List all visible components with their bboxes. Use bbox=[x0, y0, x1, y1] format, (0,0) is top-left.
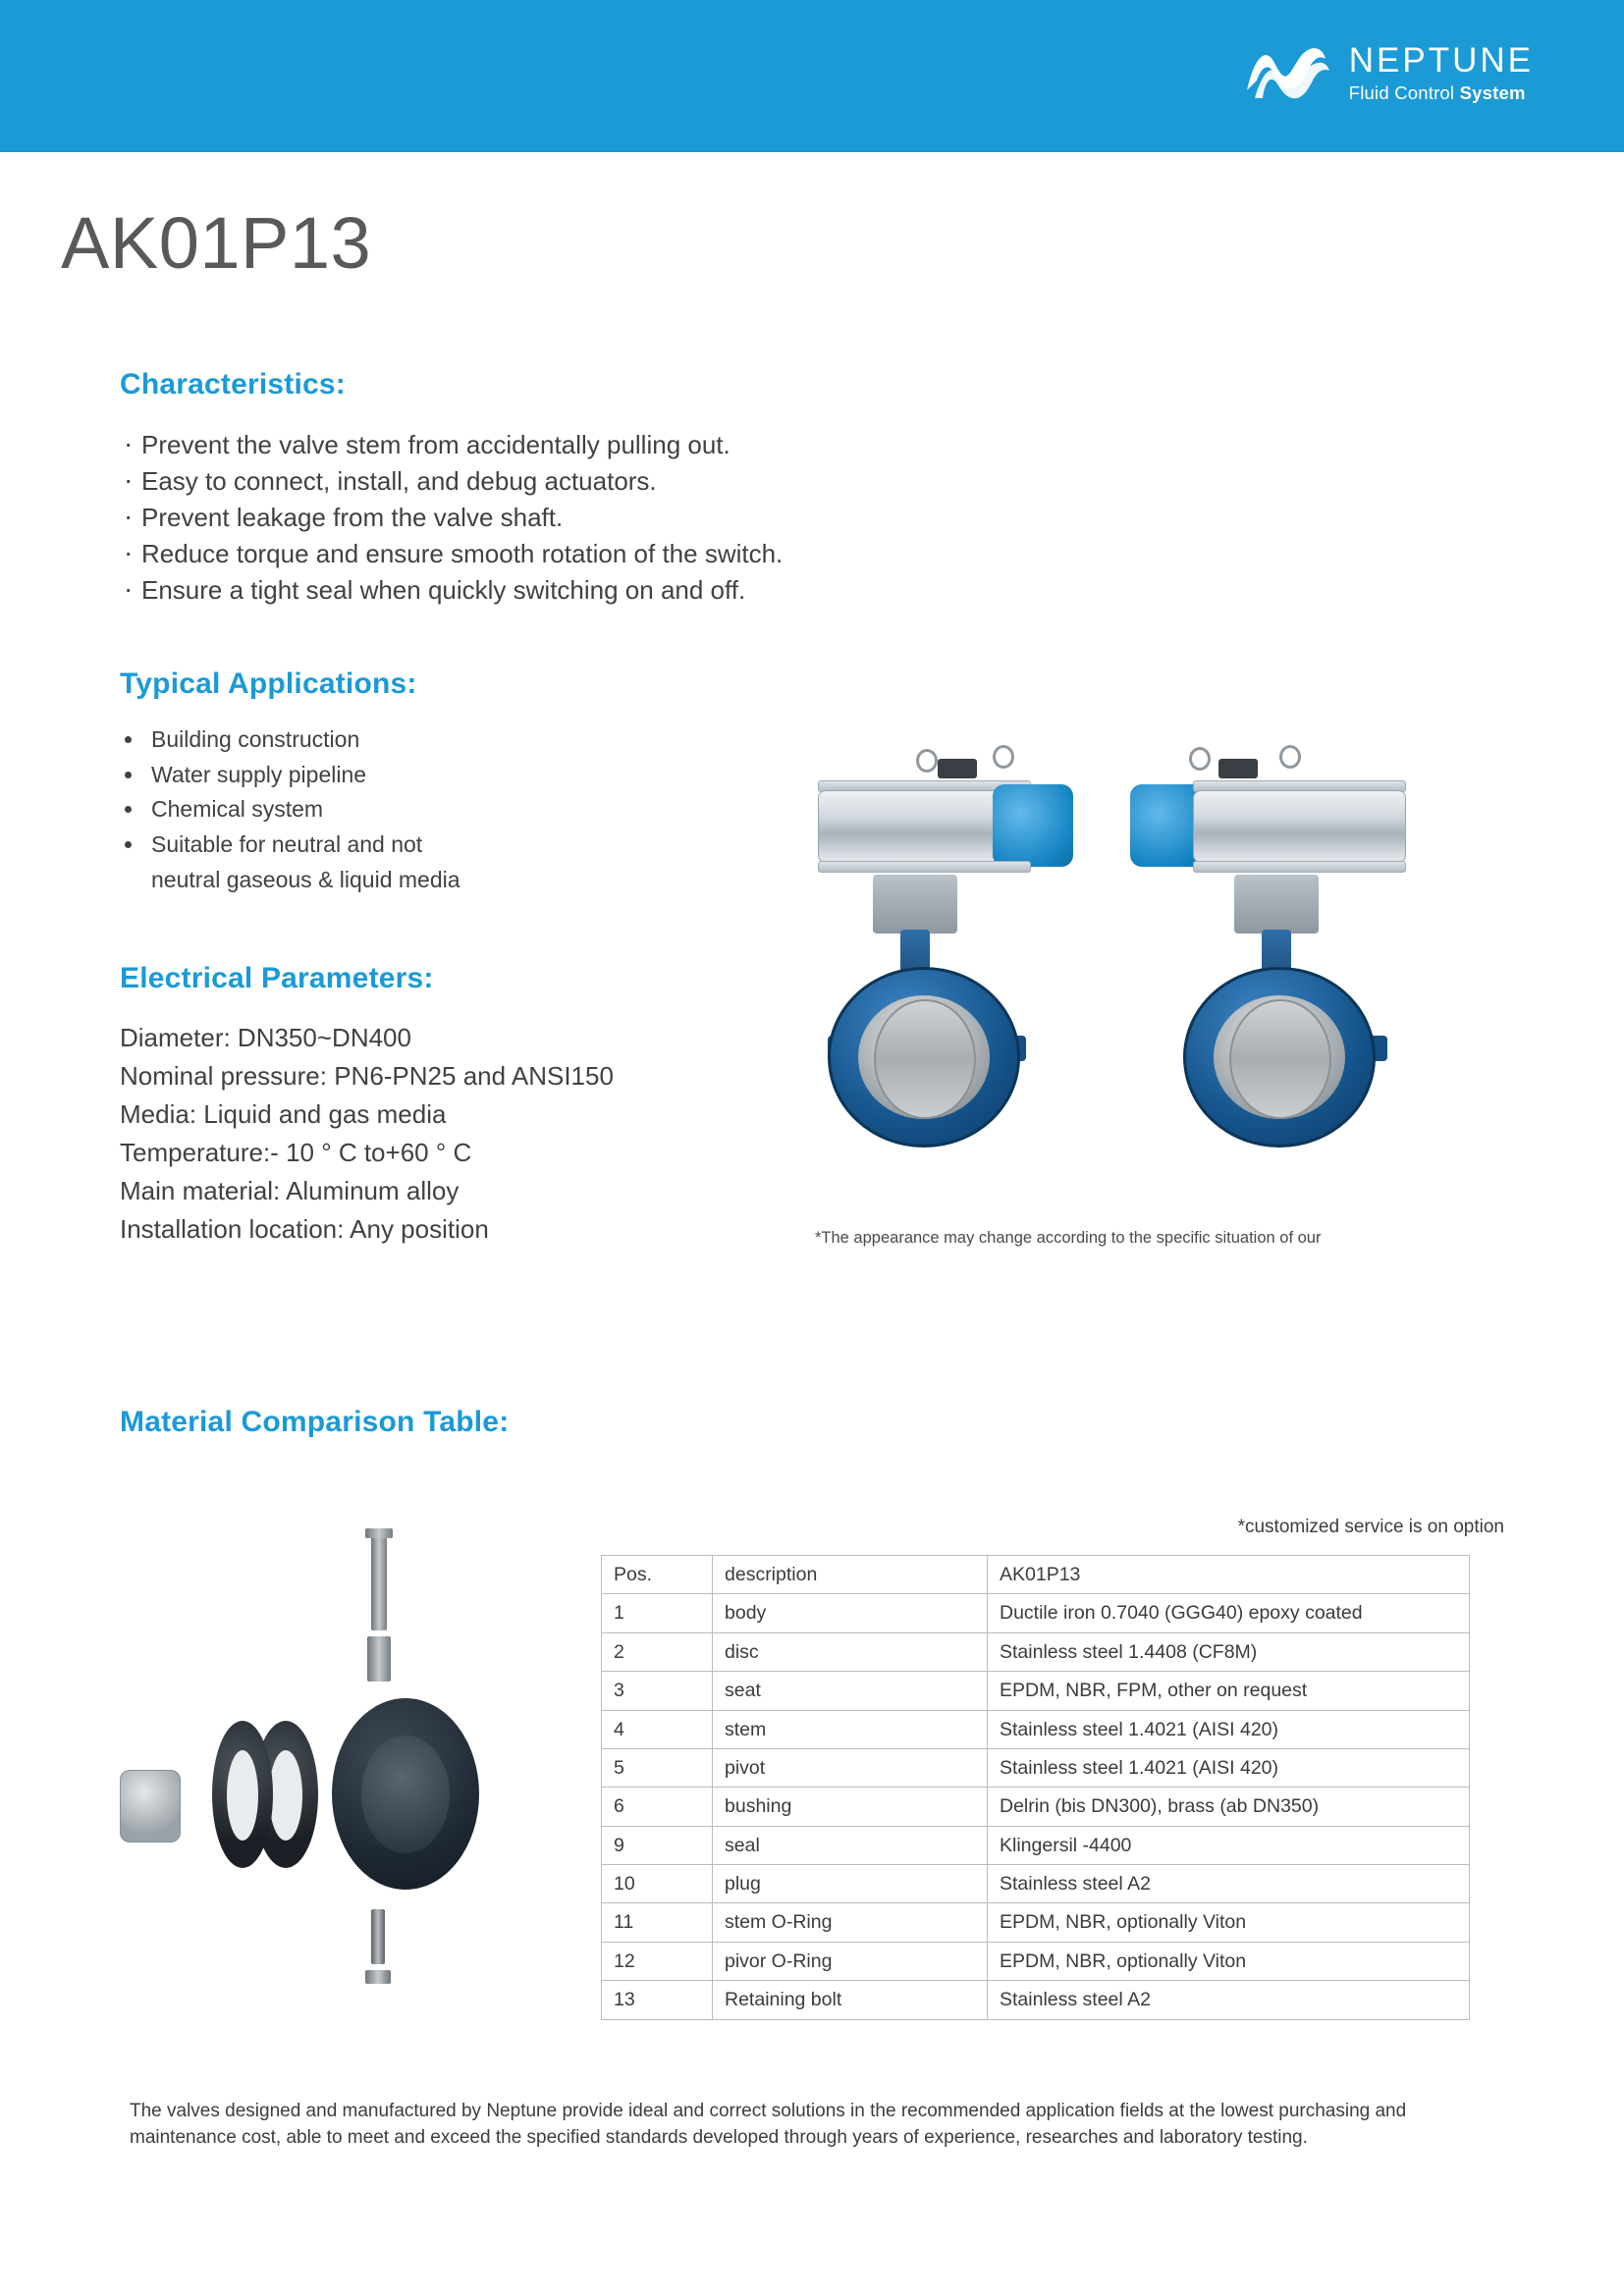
column-header: description bbox=[713, 1556, 988, 1594]
electrical-parameters-section bbox=[120, 962, 614, 1249]
applications-section bbox=[120, 667, 469, 897]
brand-tagline bbox=[1349, 83, 1534, 102]
photo-disclaimer: *The appearance may change according to the specific situation of our bbox=[815, 1229, 1322, 1247]
bushing-part bbox=[367, 1636, 391, 1682]
valve-disc bbox=[1229, 999, 1331, 1119]
spec-line: Nominal pressure: PN6-PN25 and ANSI150 bbox=[120, 1061, 614, 1091]
list-item: · Ensure a tight seal when quickly switching on and off. bbox=[120, 572, 783, 609]
cell-pos: 6 bbox=[602, 1788, 713, 1826]
list-item: • Suitable for neutral and not neutral gaseous & liquid media bbox=[145, 828, 469, 897]
cell-pos: 1 bbox=[602, 1594, 713, 1632]
cell-description: disc bbox=[713, 1632, 988, 1671]
cell-description: seal bbox=[713, 1826, 988, 1864]
mounting-bracket bbox=[1234, 875, 1319, 934]
table-row bbox=[602, 1748, 1470, 1787]
table-row bbox=[602, 1865, 1470, 1903]
neptune-wave-icon bbox=[1241, 37, 1331, 108]
table-row bbox=[602, 1710, 1470, 1748]
cell-pos: 13 bbox=[602, 1981, 713, 2019]
table-row bbox=[602, 1903, 1470, 1942]
cell-material: Stainless steel A2 bbox=[988, 1865, 1470, 1903]
footer-note: The valves designed and manufactured by Neptune provide ideal and correct solutions in the recommended application fields at the lowest purchasing and maintenance cost, able to meet and exceed the specified standards developed through years of experience, researches and laboratory testing. bbox=[130, 2101, 1407, 2148]
table-row bbox=[602, 1594, 1470, 1632]
characteristics-heading: Characteristics: bbox=[120, 368, 346, 400]
actuator-end-cap bbox=[993, 784, 1073, 867]
cell-description: body bbox=[713, 1594, 988, 1632]
electrical-spec-list bbox=[120, 1019, 614, 1249]
table-row bbox=[602, 1942, 1470, 1980]
list-item: · Easy to connect, install, and debug actuators. bbox=[120, 463, 783, 500]
cell-material: EPDM, NBR, optionally Viton bbox=[988, 1903, 1470, 1942]
cell-description: seat bbox=[713, 1672, 988, 1710]
eyebolt-icon bbox=[993, 745, 1014, 769]
mounting-bracket bbox=[873, 875, 957, 934]
cell-description: pivot bbox=[713, 1748, 988, 1787]
exploded-view-diagram bbox=[108, 1526, 569, 2037]
column-header: AK01P13 bbox=[988, 1556, 1470, 1594]
eyebolt-icon bbox=[1189, 747, 1211, 771]
cell-pos: 10 bbox=[602, 1865, 713, 1903]
cell-material: Ductile iron 0.7040 (GGG40) epoxy coated bbox=[988, 1594, 1470, 1632]
brand-name: NEPTUNE bbox=[1348, 40, 1534, 80]
cell-description: stem bbox=[713, 1710, 988, 1748]
cell-material: Delrin (bis DN300), brass (ab DN350) bbox=[988, 1788, 1470, 1826]
applications-list bbox=[120, 722, 469, 897]
brand-text bbox=[1348, 40, 1534, 103]
cell-description: stem O-Ring bbox=[713, 1903, 988, 1942]
valve-disc bbox=[874, 999, 976, 1119]
cell-material: EPDM, NBR, optionally Viton bbox=[988, 1942, 1470, 1980]
cell-description: bushing bbox=[713, 1788, 988, 1826]
product-image-left bbox=[800, 741, 1114, 1193]
list-item: · Prevent leakage from the valve shaft. bbox=[120, 500, 783, 536]
list-item: · Reduce torque and ensure smooth rotation of the switch. bbox=[120, 536, 783, 572]
cell-material: Stainless steel 1.4021 (AISI 420) bbox=[988, 1710, 1470, 1748]
table-row bbox=[602, 1826, 1470, 1864]
cell-pos: 4 bbox=[602, 1710, 713, 1748]
cell-pos: 5 bbox=[602, 1748, 713, 1787]
seat-bore bbox=[227, 1750, 258, 1841]
column-header: Pos. bbox=[602, 1556, 713, 1594]
valve-body-part bbox=[332, 1698, 479, 1890]
table-row bbox=[602, 1981, 1470, 2019]
solenoid-block bbox=[1218, 759, 1258, 778]
material-comparison-table bbox=[601, 1555, 1470, 2020]
spec-line: Diameter: DN350~DN400 bbox=[120, 1023, 411, 1052]
stem-part bbox=[371, 1536, 387, 1630]
actuator-body bbox=[1193, 790, 1406, 863]
spec-line: Temperature:- 10 ° C to+60 ° C bbox=[120, 1138, 472, 1167]
stem-cap-part bbox=[365, 1528, 393, 1538]
actuator-fin bbox=[818, 861, 1031, 873]
cell-description: pivor O-Ring bbox=[713, 1942, 988, 1980]
characteristics-list bbox=[120, 427, 783, 609]
plug-part bbox=[365, 1970, 391, 1984]
cell-pos: 9 bbox=[602, 1826, 713, 1864]
list-item: • Chemical system bbox=[145, 792, 469, 828]
seat-part bbox=[212, 1721, 273, 1868]
cell-pos: 12 bbox=[602, 1942, 713, 1980]
cell-material: EPDM, NBR, FPM, other on request bbox=[988, 1672, 1470, 1710]
brand-tagline-light: Fluid Control bbox=[1348, 81, 1460, 103]
page-title: AK01P13 bbox=[61, 202, 372, 284]
valve-body-bore bbox=[361, 1735, 450, 1853]
cell-material: Stainless steel 1.4408 (CF8M) bbox=[988, 1632, 1470, 1671]
table-row bbox=[602, 1672, 1470, 1710]
material-table-heading: Material Comparison Table: bbox=[120, 1406, 510, 1438]
cell-pos: 2 bbox=[602, 1632, 713, 1671]
list-item: • Building construction bbox=[145, 722, 469, 758]
cell-material: Klingersil -4400 bbox=[988, 1826, 1470, 1864]
characteristics-section bbox=[120, 368, 783, 609]
cell-pos: 3 bbox=[602, 1672, 713, 1710]
electrical-heading: Electrical Parameters: bbox=[120, 962, 434, 994]
cell-material: Stainless steel 1.4021 (AISI 420) bbox=[988, 1748, 1470, 1787]
cell-material: Stainless steel A2 bbox=[988, 1981, 1470, 2019]
seat-bore bbox=[269, 1750, 302, 1841]
list-item: · Prevent the valve stem from accidentally pulling out. bbox=[120, 427, 783, 463]
eyebolt-icon bbox=[1279, 745, 1301, 769]
pivot-part bbox=[371, 1909, 385, 1964]
eyebolt-icon bbox=[916, 749, 938, 773]
cell-description: Retaining bolt bbox=[713, 1981, 988, 2019]
cell-pos: 11 bbox=[602, 1903, 713, 1942]
spec-line: Installation location: Any position bbox=[120, 1214, 489, 1244]
cell-description: plug bbox=[713, 1865, 988, 1903]
table-row bbox=[602, 1632, 1470, 1671]
list-item: • Water supply pipeline bbox=[145, 758, 469, 793]
product-image-right bbox=[1124, 741, 1438, 1193]
brand-logo bbox=[1241, 37, 1534, 108]
brand-tagline-bold: System bbox=[1459, 81, 1526, 103]
table-row bbox=[602, 1788, 1470, 1826]
product-photo-group bbox=[800, 741, 1468, 1202]
actuator-fin bbox=[1193, 861, 1406, 873]
valve-body bbox=[1183, 967, 1376, 1148]
spec-line: Media: Liquid and gas media bbox=[120, 1099, 447, 1129]
table-header-row bbox=[602, 1556, 1470, 1594]
page-header bbox=[0, 0, 1624, 152]
customized-service-note: *customized service is on option bbox=[1237, 1517, 1504, 1537]
applications-heading: Typical Applications: bbox=[120, 667, 417, 700]
valve-body bbox=[828, 967, 1020, 1148]
retaining-bolt-part bbox=[120, 1770, 181, 1842]
solenoid-block bbox=[938, 759, 977, 778]
spec-line: Main material: Aluminum alloy bbox=[120, 1176, 460, 1205]
